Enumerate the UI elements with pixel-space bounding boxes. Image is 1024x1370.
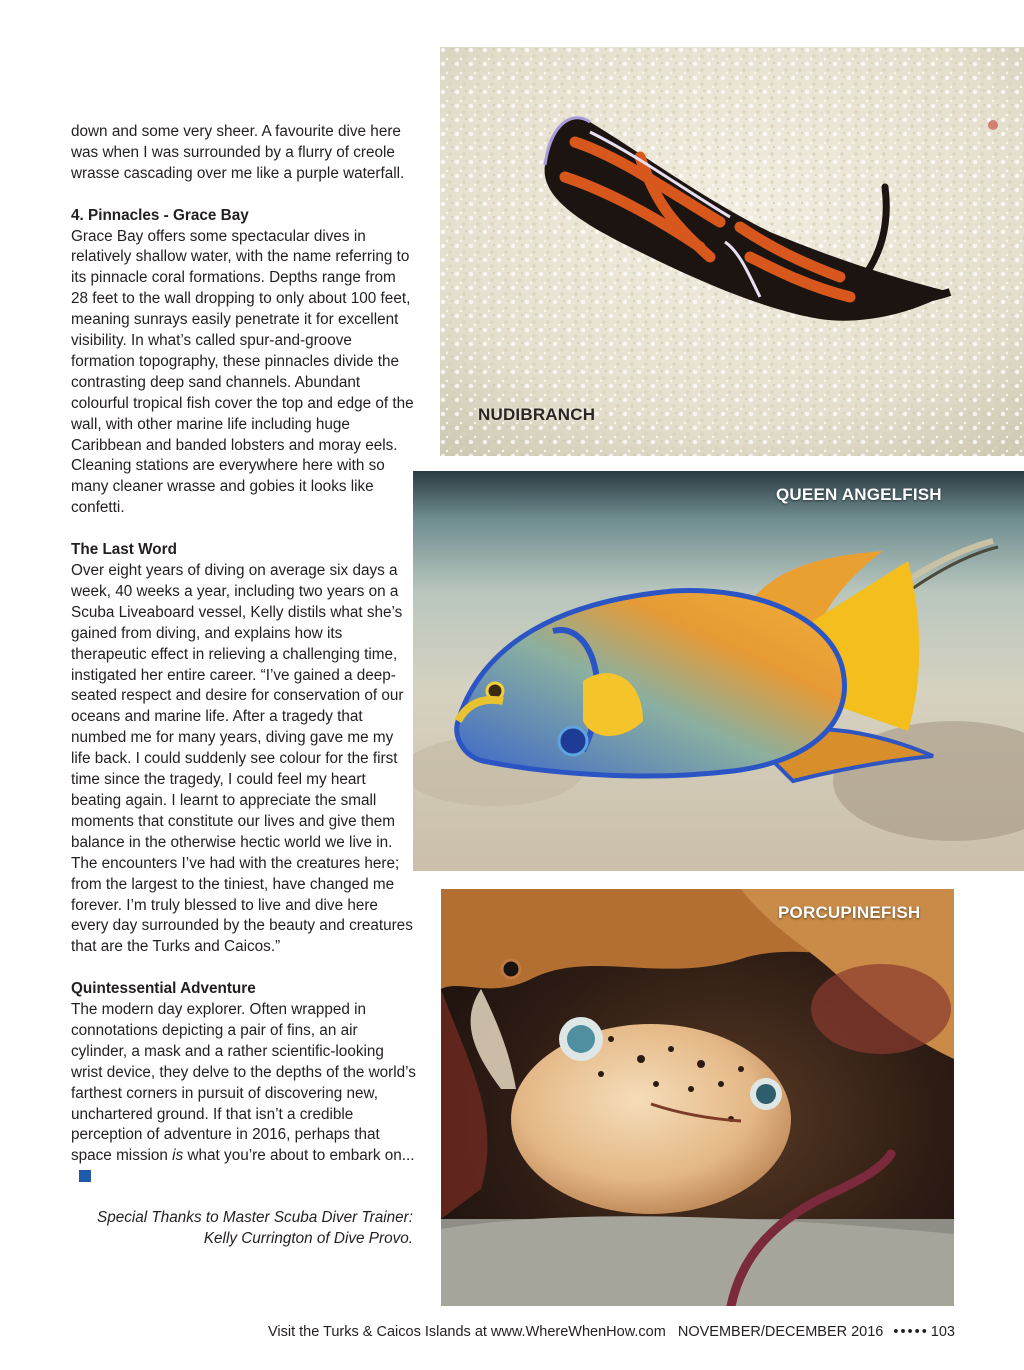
section-heading-last-word: The Last Word xyxy=(71,541,177,559)
angelfish-caption: QUEEN ANGELFISH xyxy=(776,485,942,504)
section-heading-quintessential: Quintessential Adventure xyxy=(71,980,256,998)
pinnacles-paragraph: Grace Bay offers some spectacular dives in relatively shallow water, with the name referring to its pinnacle coral formations. Depths range from 28 feet to the wall dropping to only about 100 feet, meaning sunrays easily penetrate it for excellent visibility. In what’s called spur-and-groove formation topography, these pinnacles divide the contrasting deep sand channels. Abundant colourful tropical fish cover the top and edge of the wall, with other marine life including huge Caribbean and banded lobsters and moray eels. Cleaning stations are everywhere here with so many cleaner wrasse and gobies it looks like confetti. xyxy=(71,227,414,517)
footer-dots: ••••• xyxy=(893,1324,929,1340)
last-word-paragraph: Over eight years of diving on average six days a week, 40 weeks a year, including two years on a Scuba Liveaboard vessel, Kelly distils what she’s gained from diving, and explains how its therapeutic effect in relieving a challenging time, instigated her entire career. “I’ve gained a deep-seated respect and desire for conservation of our oceans and marine life. After a tragedy that numbed me for many years, diving gave me my life back. I could suddenly see colour for the first time since the tragedy, I could feel my heart beating again. I learnt to appreciate the small moments that constitute our lives and give them balance in the otherwise hectic world we live in. The encounters I’ve had with the creatures here; from the largest to the tiniest, have changed me forever. I’m truly blessed to live and dive here every day surrounded by the beauty and creatures that are the Turks and Caicos.” xyxy=(71,562,413,956)
page-footer xyxy=(0,1324,955,1340)
footer-issue: NOVEMBER/DECEMBER 2016 xyxy=(677,1324,884,1340)
article-column xyxy=(71,122,416,1188)
page-number: 103 xyxy=(930,1324,955,1340)
quintessential-emphasis: is xyxy=(172,1147,184,1165)
footer-visit-text: Visit the Turks & Caicos Islands at www.WhereWhenHow.com xyxy=(267,1324,666,1340)
porcupinefish-caption: PORCUPINEFISH xyxy=(778,903,921,922)
quintessential-text: The modern day explorer. Often wrapped in connotations depicting a pair of fins, an air cylinder, a mask and a rather scientific-looking wrist device, they delve to the depths of the world’s farthest corners in pursuit of discovering new, unchartered ground. If that isn’t a credible perception of adventure in 2016, perhaps that space mission xyxy=(71,1001,416,1165)
nudibranch-photo xyxy=(440,47,1024,456)
end-square-icon xyxy=(79,1170,91,1182)
porcupinefish-photo xyxy=(441,889,954,1306)
quintessential-paragraph xyxy=(71,1000,416,1188)
thanks-line-2: Kelly Currington of Dive Provo. xyxy=(203,1230,413,1247)
quintessential-text-end: what you’re about to embark on... xyxy=(183,1147,415,1165)
section-heading-pinnacles: 4. Pinnacles - Grace Bay xyxy=(71,206,249,224)
nudibranch-caption: NUDIBRANCH xyxy=(478,405,596,424)
intro-paragraph: down and some very sheer. A favourite dive here was when I was surrounded by a flurry of creole wrasse cascading over me like a purple waterfall. xyxy=(71,123,405,182)
thanks-line-1: Special Thanks to Master Scuba Diver Trainer: xyxy=(97,1209,413,1226)
thanks-credit xyxy=(71,1207,413,1249)
angelfish-photo xyxy=(413,471,1024,871)
